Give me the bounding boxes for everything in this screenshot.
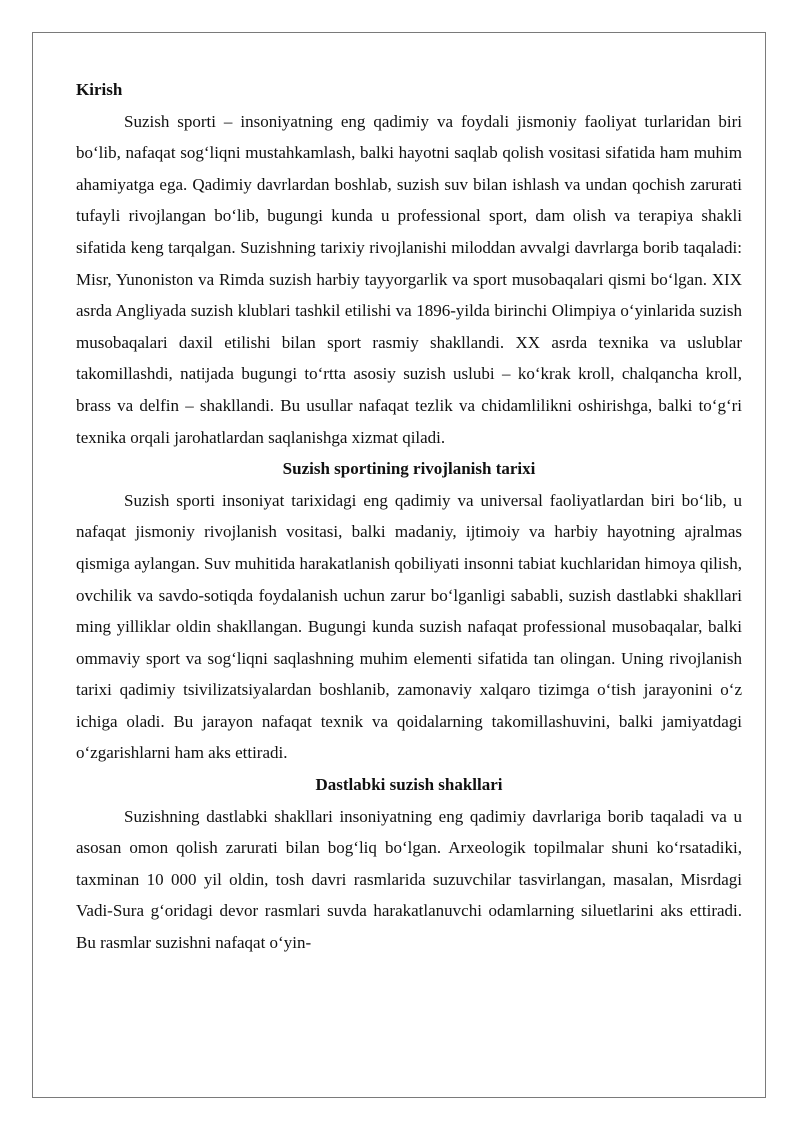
document-body	[76, 74, 742, 959]
paragraph-intro: Suzish sporti – insoniyatning eng qadimiy va foydali jismoniy faoliyat turlaridan biri bo‘lib, nafaqat sog‘liqni mustahkamlash, balki hayotni saqlab qolish vositasi sifatida ham muhim ahamiyatga ega. Qadimiy davrlardan boshlab, suzish suv bilan ishlash va undan qochish zarurati tufayli rivojlangan bo‘lib, bugungi kunda u professional sport, dam olish va terapiya shakli sifatida keng tarqalgan. Suzishning tarixiy rivojlanishi miloddan avvalgi davrlarga borib taqaladi: Misr, Yunoniston va Rimda suzish harbiy tayyorgarlik va sport musobaqalari qismi bo‘lgan. XIX asrda Angliyada suzish klublari tashkil etilishi va 1896-yilda birinchi Olimpiya o‘yinlarida suzish musobaqalari daxil etilishi bilan sport rasmiy shakllandi. XX asrda texnika va uslublar takomillashdi, natijada bugungi to‘rtta asosiy suzish uslubi – ko‘krak kroll, chalqancha kroll, brass va delfin – shakllandi. Bu usullar nafaqat tezlik va chidamlilikni oshirishga, balki to‘g‘ri texnika orqali jarohatlardan saqlanishga xizmat qiladi.	[76, 111, 742, 447]
section-heading-intro: Kirish	[76, 80, 123, 99]
paragraph-early-forms: Suzishning dastlabki shakllari insoniyatning eng qadimiy davrlariga borib taqaladi va u asosan omon qolish zarurati bilan bog‘liq bo‘lgan. Arxeologik topilmalar shuni ko‘rsatadiki, taxminan 10 000 yil oldin, tosh davri rasmlarida suzuvchilar tasvirlangan, masalan, Misrdagi Vadi-Sura g‘oridagi devor rasmlari suvda harakatlanuvchi odamlarning siluetlarini aks ettiradi. Bu rasmlar suzishni nafaqat o‘yin-	[76, 806, 742, 953]
section-heading-history: Suzish sportining rivojlanish tarixi	[282, 459, 536, 479]
section-heading-early-forms: Dastlabki suzish shakllari	[315, 775, 503, 795]
paragraph-history: Suzish sporti insoniyat tarixidagi eng qadimiy va universal faoliyatlardan biri bo‘lib, u nafaqat jismoniy rivojlanish vositasi, balki madaniy, ijtimoiy va harbiy hayotning ajralmas qismiga aylangan. Suv muhitida harakatlanish qobiliyati insonni tabiat kuchlaridan himoya qilish, ovchilik va savdo-sotiqda foydalanish uchun zarur bo‘lganligi sababli, suzish dastlabki shakllari ming yilliklar oldin shakllangan. Bugungi kunda suzish nafaqat professional musobaqalar, balki ommaviy sport va sog‘liqni saqlashning muhim elementi sifatida tan olingan. Uning rivojlanish tarixi qadimiy tsivilizatsiyalardan boshlanib, zamonaviy xalqaro tizimga o‘tish jarayonini o‘z ichiga oladi. Bu jarayon nafaqat texnik va qoidalarning takomillashuvini, balki jamiyatdagi o‘zgarishlarni ham aks ettiradi.	[76, 490, 742, 763]
